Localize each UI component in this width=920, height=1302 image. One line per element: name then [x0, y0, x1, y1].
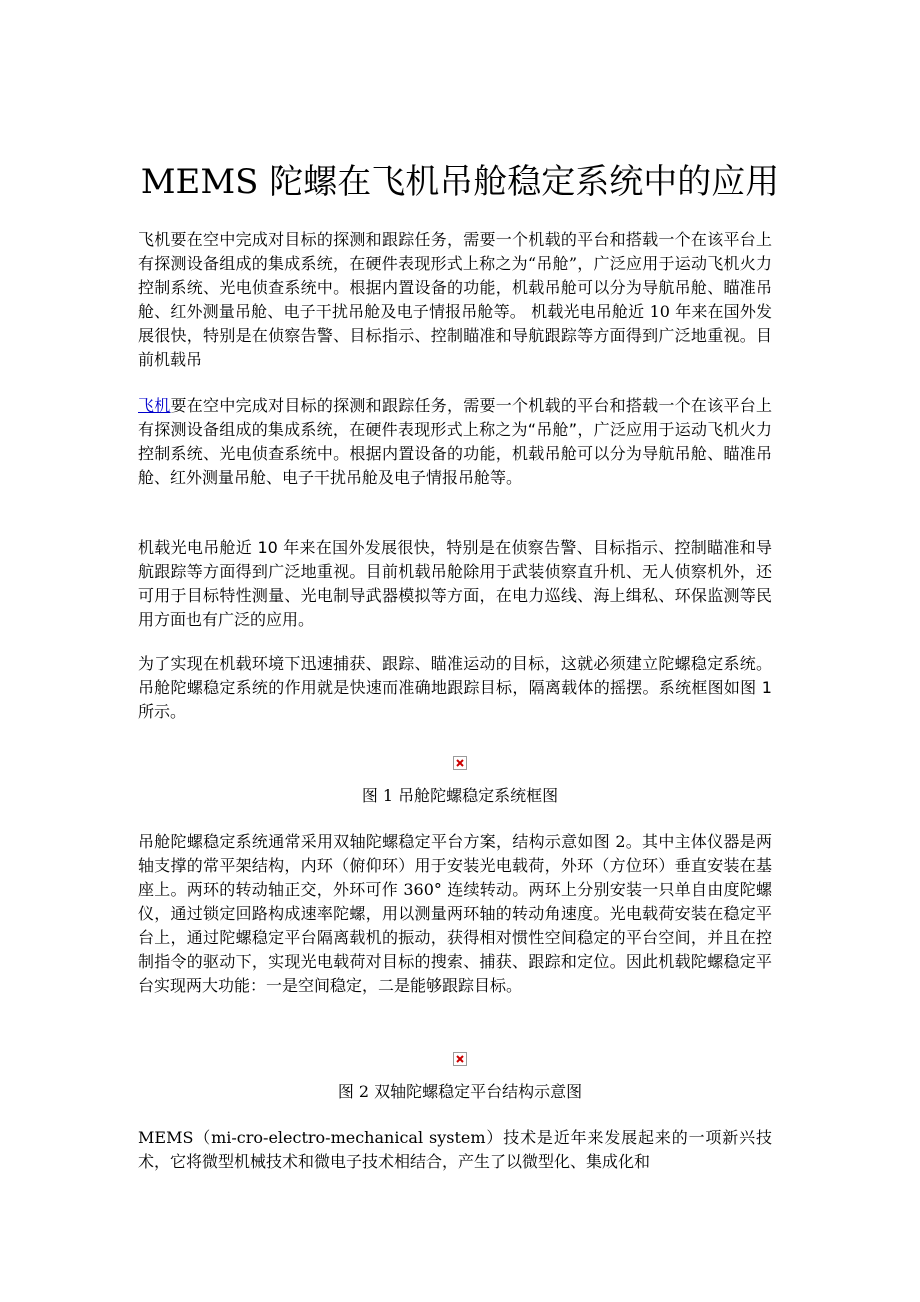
summary-paragraph: 飞机要在空中完成对目标的探测和跟踪任务，需要一个机载的平台和搭载一个在该平台上有探测设备组成的集成系统，在硬件表现形式上称之为“吊舱”，广泛应用于运动飞机火力控制系统、光电侦查系统中。根据内置设备的功能，机载吊舱可以分为导航吊舱、瞄准吊舱、红外测量吊舱、电子干扰吊舱及电子情报吊舱等。 机载光电吊舱近 10 年来在国外发展很快，特别是在侦察告警、目标指示、控制瞄准和导航跟踪等方面得到广泛地重视。目前机载吊	[138, 230, 772, 369]
broken-image-icon	[453, 756, 467, 770]
aircraft-link[interactable]: 飞机	[138, 396, 171, 415]
figure-1-caption: 图 1 吊舱陀螺稳定系统框图	[361, 786, 559, 805]
mems-paragraph: MEMS（mi-cro-electro-mechanical system）技术是近年来发展起来的一项新兴技术，它将微型机械技术和微电子技术相结合，产生了以微型化、集成化和	[138, 1128, 772, 1171]
stabilization-paragraph: 为了实现在机载环境下迅速捕获、跟踪、瞄准运动的目标，这就必须建立陀螺稳定系统。吊舱陀螺稳定系统的作用就是快速而准确地跟踪目标，隔离载体的摇摆。系统框图如图 1 所示。	[138, 654, 772, 721]
broken-image-icon	[453, 1052, 467, 1066]
intro-paragraph	[138, 394, 772, 490]
page-title: MEMS 陀螺在飞机吊舱稳定系统中的应用	[140, 162, 780, 202]
platform-paragraph: 吊舱陀螺稳定系统通常采用双轴陀螺稳定平台方案，结构示意如图 2。其中主体仪器是两轴支撑的常平架结构，内环（俯仰环）用于安装光电载荷，外环（方位环）垂直安装在基座上。两环的转动轴正交，外环可作 360° 连续转动。两环上分别安装一只单自由度陀螺仪，通过锁定回路构成速率陀螺，用以测量两环轴的转动角速度。光电载荷安装在稳定平台上，通过陀螺稳定平台隔离载机的振动，获得相对惯性空间稳定的平台空间，并且在控制指令的驱动下，实现光电载荷对目标的搜索、捕获、跟踪和定位。因此机载陀螺稳定平台实现两大功能：一是空间稳定，二是能够跟踪目标。	[138, 832, 772, 995]
figure-2-caption: 图 2 双轴陀螺稳定平台结构示意图	[337, 1082, 583, 1101]
intro-paragraph-text: 要在空中完成对目标的探测和跟踪任务，需要一个机载的平台和搭载一个在该平台上有探测设备组成的集成系统，在硬件表现形式上称之为“吊舱”，广泛应用于运动飞机火力控制系统、光电侦查系统中。根据内置设备的功能，机载吊舱可以分为导航吊舱、瞄准吊舱、红外测量吊舱、电子干扰吊舱及电子情报吊舱等。	[138, 396, 772, 487]
development-paragraph: 机载光电吊舱近 10 年来在国外发展很快，特别是在侦察告警、目标指示、控制瞄准和导航跟踪等方面得到广泛地重视。目前机载吊舱除用于武装侦察直升机、无人侦察机外，还可用于目标特性测量、光电制导武器模拟等方面，在电力巡线、海上缉私、环保监测等民用方面也有广泛的应用。	[138, 538, 772, 629]
